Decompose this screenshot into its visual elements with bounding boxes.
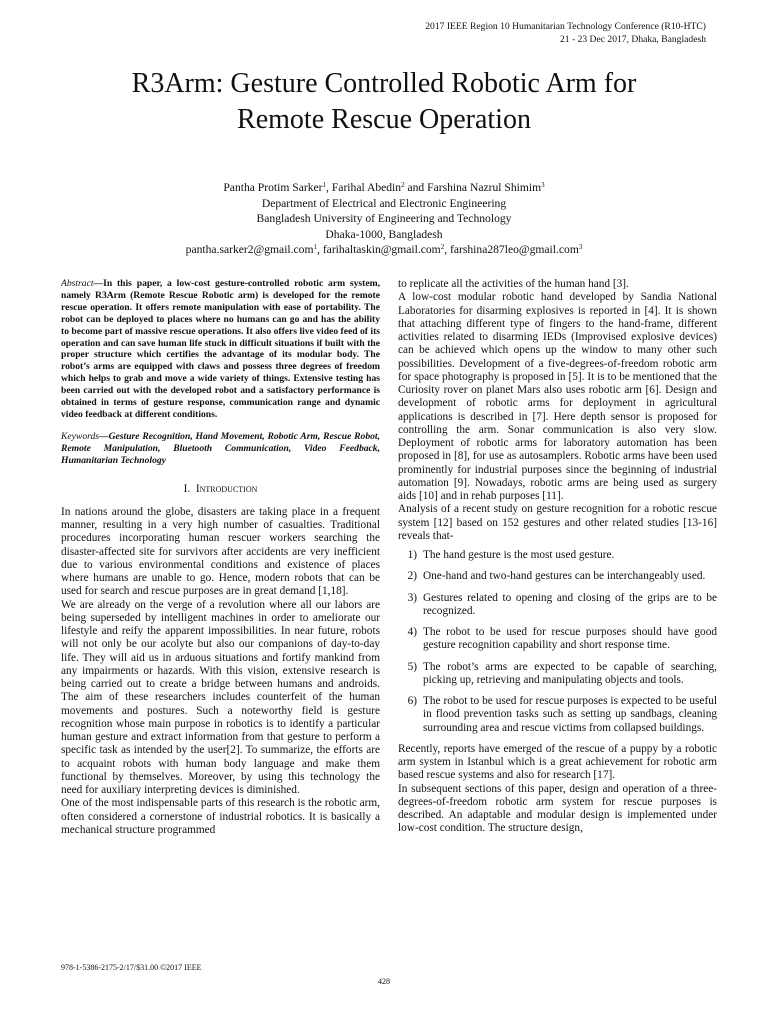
body-paragraph: We are already on the verge of a revolution where all our labors are being superseded by intelligent machines in order to ameliorate our lifestyle and reify the apparent impossibilities. In near future, robots will not only be our acolyte but also our companions of day-to-day life. They will aid us in arduous situations and fortify mankind from any impairments or hazards. With this vision, extensive research is being carried out to create a bridge between humans and androids. The aim of these researchers includes counterfeit of the human movements and postures. Such a noteworthy field is gesture recognition whose main purpose in robotics is to identify a particular human gesture and extract information from that gesture to perform a specific task as intended by the user[2]. To summarize, the efforts are to acquaint robots with human body language and make them functional by themselves. Moreover, by using this technology the need for auxiliary interpreting devices is diminished. [61, 598, 380, 797]
abstract-label: Abstract [61, 278, 94, 289]
author-3-affil: 3 [541, 181, 545, 189]
author-2: Farihal Abedin [331, 181, 402, 194]
email-3: farshina287leo@gmail.com [450, 243, 579, 257]
author-block [40, 180, 728, 258]
title-line-1: R3Arm: Gesture Controlled Robotic Arm for [131, 68, 637, 99]
author-1: Pantha Protim Sarker [223, 181, 323, 194]
list-item [398, 661, 717, 688]
list-item [398, 549, 717, 562]
city: Dhaka-1000, Bangladesh [325, 227, 443, 241]
list-text: One-hand and two-hand gestures can be interchangeably used. [423, 570, 706, 583]
author-1-affil: 1 [322, 181, 327, 189]
list-item [398, 695, 717, 735]
author-2-affil: 2 [401, 181, 405, 189]
author-separator: and [404, 181, 428, 194]
body-paragraph: Analysis of a recent study on gesture recognition for a robotic rescue system [12] based on 152 gestures and other related studies [13-16] reveals that- [398, 503, 717, 542]
left-column [61, 278, 380, 837]
list-number: 3) [407, 591, 417, 604]
paper-title [40, 66, 728, 138]
right-column [398, 278, 717, 836]
department: Department of Electrical and Electronic Engineering [261, 196, 507, 210]
author-3: Farshina Nazrul Shimim [427, 181, 542, 194]
findings-list [398, 549, 717, 735]
list-number: 6) [407, 695, 417, 707]
email-2-affil: 2 [440, 243, 445, 252]
conference-header [425, 20, 706, 46]
list-number: 1) [407, 549, 417, 561]
list-text: Gestures related to opening and closing of the grips are to be recognized. [423, 591, 717, 617]
index-terms [61, 431, 380, 467]
email-separator: , [444, 243, 450, 257]
author-separator: , [326, 181, 332, 194]
section-heading-introduction [61, 483, 380, 496]
body-paragraph: In subsequent sections of this paper, design and operation of a three-degrees-of-freedom robotic arm system for rescue purposes is described. An adaptable and modular design is implemented under low-cost condition. The structure design, [398, 782, 717, 835]
body-paragraph: One of the most indispensable parts of this research is the robotic arm, often considered a cornerstone of industrial robotics. It is basically a mechanical structure programmed [61, 797, 380, 836]
body-paragraph: A low-cost modular robotic hand developed by Sandia National Laboratories for disarming explosives is reported in [4]. It is shown that attaching different type of fingers to the hand-frame, different activities related to disarming IEDs (Improvised explosive devices) can be achieved which opens up the window to many other such possibilities. Development of a five-degrees-of-freedom robotic arm for space photography is proposed in [5]. It is to be mentioned that the Curiosity rover on planet Mars also uses robotic arm [6]. Design and development of robotic arms for deployment in agricultural applications is described in [7]. Here depth sensor is proposed for controlling the arm. Sonar communication is also very slow. Deployment of robotic arms for laboratory automation has been proposed in [8], for use as autosamplers. Robotic arms have been used prominently for industrial purposes since the beginning of industrial automation [9]. Nowadays, robotic arms are being used as surgery aids [10] and in rehab purposes [11]. [398, 291, 717, 502]
university: Bangladesh University of Engineering and Technology [256, 212, 512, 226]
list-item [398, 570, 717, 583]
list-item [398, 592, 717, 619]
list-text: The robot to be used for rescue purposes should have good gesture recognition capability and short response time. [423, 626, 717, 652]
page-number: 428 [378, 977, 390, 986]
list-number: 2) [407, 570, 417, 583]
email-1-affil: 1 [313, 243, 318, 252]
section-numeral: I. [183, 482, 191, 495]
copyright-notice: 978-1-5386-2175-2/17/$31.00 ©2017 IEEE [61, 963, 202, 972]
list-text: The robot to be used for rescue purposes is expected to be useful in flood prevention tasks such as setting up sandbags, cleaning surrounding area and rescue victims from collapsed buildings. [423, 695, 717, 734]
abstract [61, 278, 380, 421]
section-title: Introduction [195, 482, 258, 495]
email-separator: , [317, 243, 323, 257]
conference-date-location: 21 - 23 Dec 2017, Dhaka, Bangladesh [559, 34, 706, 45]
keywords-text: —Gesture Recognition, Hand Movement, Robotic Arm, Rescue Robot, Remote Manipulation, Bluetooth Communication, Video Feedback, Humanitarian Technology [61, 430, 380, 466]
list-text: The robot’s arms are expected to be capable of searching, picking up, retrieving and manipulating objects and tools. [423, 660, 717, 686]
body-paragraph: to replicate all the activities of the human hand [3]. [398, 278, 629, 290]
abstract-text: —In this paper, a low-cost gesture-controlled robotic arm system, namely R3Arm (Remote Rescue Robotic arm) is developed for the remote rescue operation. It offers remote manipulation with ease of portability. The robot can be deployed to places where no humans can go and has the ability to become part of massive rescue operations. It also offers live video feed of its operation and can save human life stuck in difficult situations if built with the proper structure which certifies the advantage of its modular body. The robot’s arms are equipped with claws and possess three degrees of freedom which helps to grab and move a wide variety of things. Extensive testing has been carried out with the developed robot and a satisfactory performance is obtained in terms of gesture response, communication range and dynamic video feedback at different conditions. [61, 278, 380, 420]
author-emails [40, 242, 728, 258]
list-text: The hand gesture is the most used gesture. [423, 549, 615, 561]
list-item [398, 626, 717, 653]
conference-name: 2017 IEEE Region 10 Humanitarian Technology Conference (R10-HTC) [425, 21, 706, 32]
body-paragraph: Recently, reports have emerged of the rescue of a puppy by a robotic arm system in Istanbul which is a great achievement for robotic arm based rescue systems and also for research [17]. [398, 742, 717, 782]
email-3-affil: 3 [578, 243, 583, 252]
author-names [40, 180, 728, 196]
list-number: 5) [407, 660, 417, 673]
email-2: farihaltaskin@gmail.com [322, 243, 441, 257]
title-line-2: Remote Rescue Operation [237, 104, 531, 135]
body-paragraph: In nations around the globe, disasters are taking place in a frequent manner, resulting in a very high number of casualties. Traditional procedures incorporating human rescuer workers searching the disaster-affected site for survivors after accidents are very inefficient due to various environmental conditions and existence of places where humans are unable to go. Hence, modern robots that can be used for search and rescue purposes are in great demand [1,18]. [61, 505, 380, 598]
list-number: 4) [407, 626, 417, 638]
keywords-label: Keywords [61, 430, 100, 442]
email-1: pantha.sarker2@gmail.com [185, 243, 314, 257]
